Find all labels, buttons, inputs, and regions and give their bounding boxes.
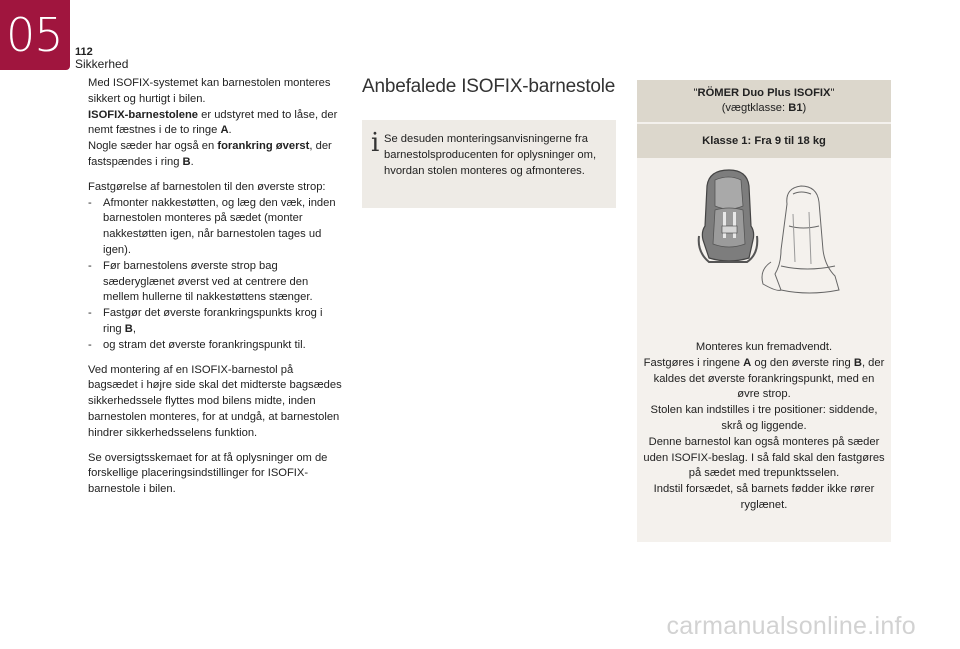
dash: - [88, 259, 92, 272]
quote: " [830, 87, 835, 99]
child-seat-illustration [689, 166, 849, 298]
dash: - [88, 307, 92, 320]
intro-text-3: Nogle sæder har også en [88, 140, 218, 153]
chapter-tab [0, 0, 70, 70]
step-text: Før barnestolens øverste strop bag sæderyglænet øverst ved at centrere den mellem hullerne til nakkestøttens stænger. [103, 259, 313, 304]
intro-text-2: er udstyret med to låse, der nemt fæstnes i de to ringe [88, 108, 338, 137]
desc-text: og den øverste ring [751, 356, 854, 369]
overview-paragraph: Se oversigtsskemaet for at få oplysninger om de forskellige placeringsindstillinger for ISOFIX-barnestole i bilen. [88, 451, 328, 496]
isofix-seats-term: ISOFIX-barnestolene [88, 108, 199, 121]
desc-line [642, 356, 886, 403]
weight-text: (vægtklasse: [721, 102, 789, 114]
punct: . [228, 124, 232, 137]
seat-description [642, 340, 886, 514]
vehicle-seat-outline [762, 186, 839, 293]
seat-card-header [637, 80, 891, 122]
list-item [88, 338, 344, 354]
ring-a-label: A [220, 124, 229, 137]
weight-class-code: B1 [788, 102, 803, 114]
top-strap-intro: Fastgørelse af barnestolen til den øverste strop: [88, 180, 326, 193]
page-number: 112 [75, 46, 93, 58]
left-column [88, 76, 344, 507]
step-text: og stram det øverste forankringspunkt til. [103, 338, 306, 351]
quote: " [693, 87, 698, 99]
seat-name [637, 80, 891, 101]
section-title: Sikkerhed [75, 57, 129, 71]
child-seat-photo [699, 170, 758, 262]
step-text: Fastgør det øverste forankringspunkts krog i ring [103, 307, 323, 335]
dash: - [88, 196, 92, 209]
info-icon: i [371, 128, 380, 158]
punct: . [190, 155, 194, 168]
intro-text-4: , der fastspændes i ring [88, 140, 332, 168]
child-seat-card [637, 80, 891, 542]
punct: , [132, 322, 136, 335]
weight-text: ) [802, 102, 807, 114]
info-box [362, 120, 616, 208]
ring-b-label: B [124, 322, 133, 335]
list-item [88, 306, 344, 338]
list-item [88, 196, 344, 259]
intro-text: Med ISOFIX-systemet kan barnestolen monteres sikkert og hurtigt i bilen. [88, 77, 331, 105]
chapter-number: 05 [6, 8, 63, 62]
desc-text: , der kaldes det øverste forankringspunkt, med en øvre strop. [653, 356, 885, 401]
desc-line: Monteres kun fremadvendt. [695, 341, 833, 353]
section-heading: Anbefalede ISOFIX-barnestole [362, 76, 616, 97]
desc-line: Stolen kan indstilles i tre positioner: siddende, skrå og liggende. [650, 404, 878, 432]
top-anchor-term: forankring øverst [217, 140, 310, 153]
rear-seat-paragraph: Ved montering af en ISOFIX-barnestol på bagsædet i højre side skal det midterste bagsædes sikkerhedssele flyttes mod bilens midte, inden barnestolen monteres, for at undgå, at barnestolen hindrer sikkerhedsselens funktion. [88, 363, 342, 439]
desc-text: Fastgøres i ringene [643, 356, 744, 369]
desc-line: Denne barnestol kan også monteres på sæder uden ISOFIX-beslag. I så fald skal den fastgøres på sædet med trepunktsselen. [643, 435, 885, 480]
ring-a-label: A [743, 356, 752, 369]
desc-line: Indstil forsædet, så barnets fødder ikke rører ryglænet. [653, 483, 875, 511]
watermark: carmanualsonline.info [666, 612, 916, 640]
seat-class-label: Klasse 1: Fra 9 til 18 kg [637, 124, 891, 158]
step-text: Afmonter nakkestøtten, og læg den væk, inden barnestolen monteres på sædet (monter nakkestøtten igen, når barnestolen tages ud igen). [103, 196, 336, 256]
seat-model-name: RÖMER Duo Plus ISOFIX [697, 87, 831, 99]
ring-b-label: B [853, 356, 862, 369]
dash: - [88, 338, 92, 351]
list-item [88, 259, 344, 306]
weight-class [637, 101, 891, 116]
info-text: Se desuden monteringsanvisningerne fra barnestolsproducenten for oplysninger om, hvordan stolen monteres og afmonteres. [384, 133, 597, 177]
isofix-intro-paragraph [88, 76, 344, 171]
top-strap-steps [88, 196, 344, 354]
ring-b-label: B [182, 155, 191, 168]
